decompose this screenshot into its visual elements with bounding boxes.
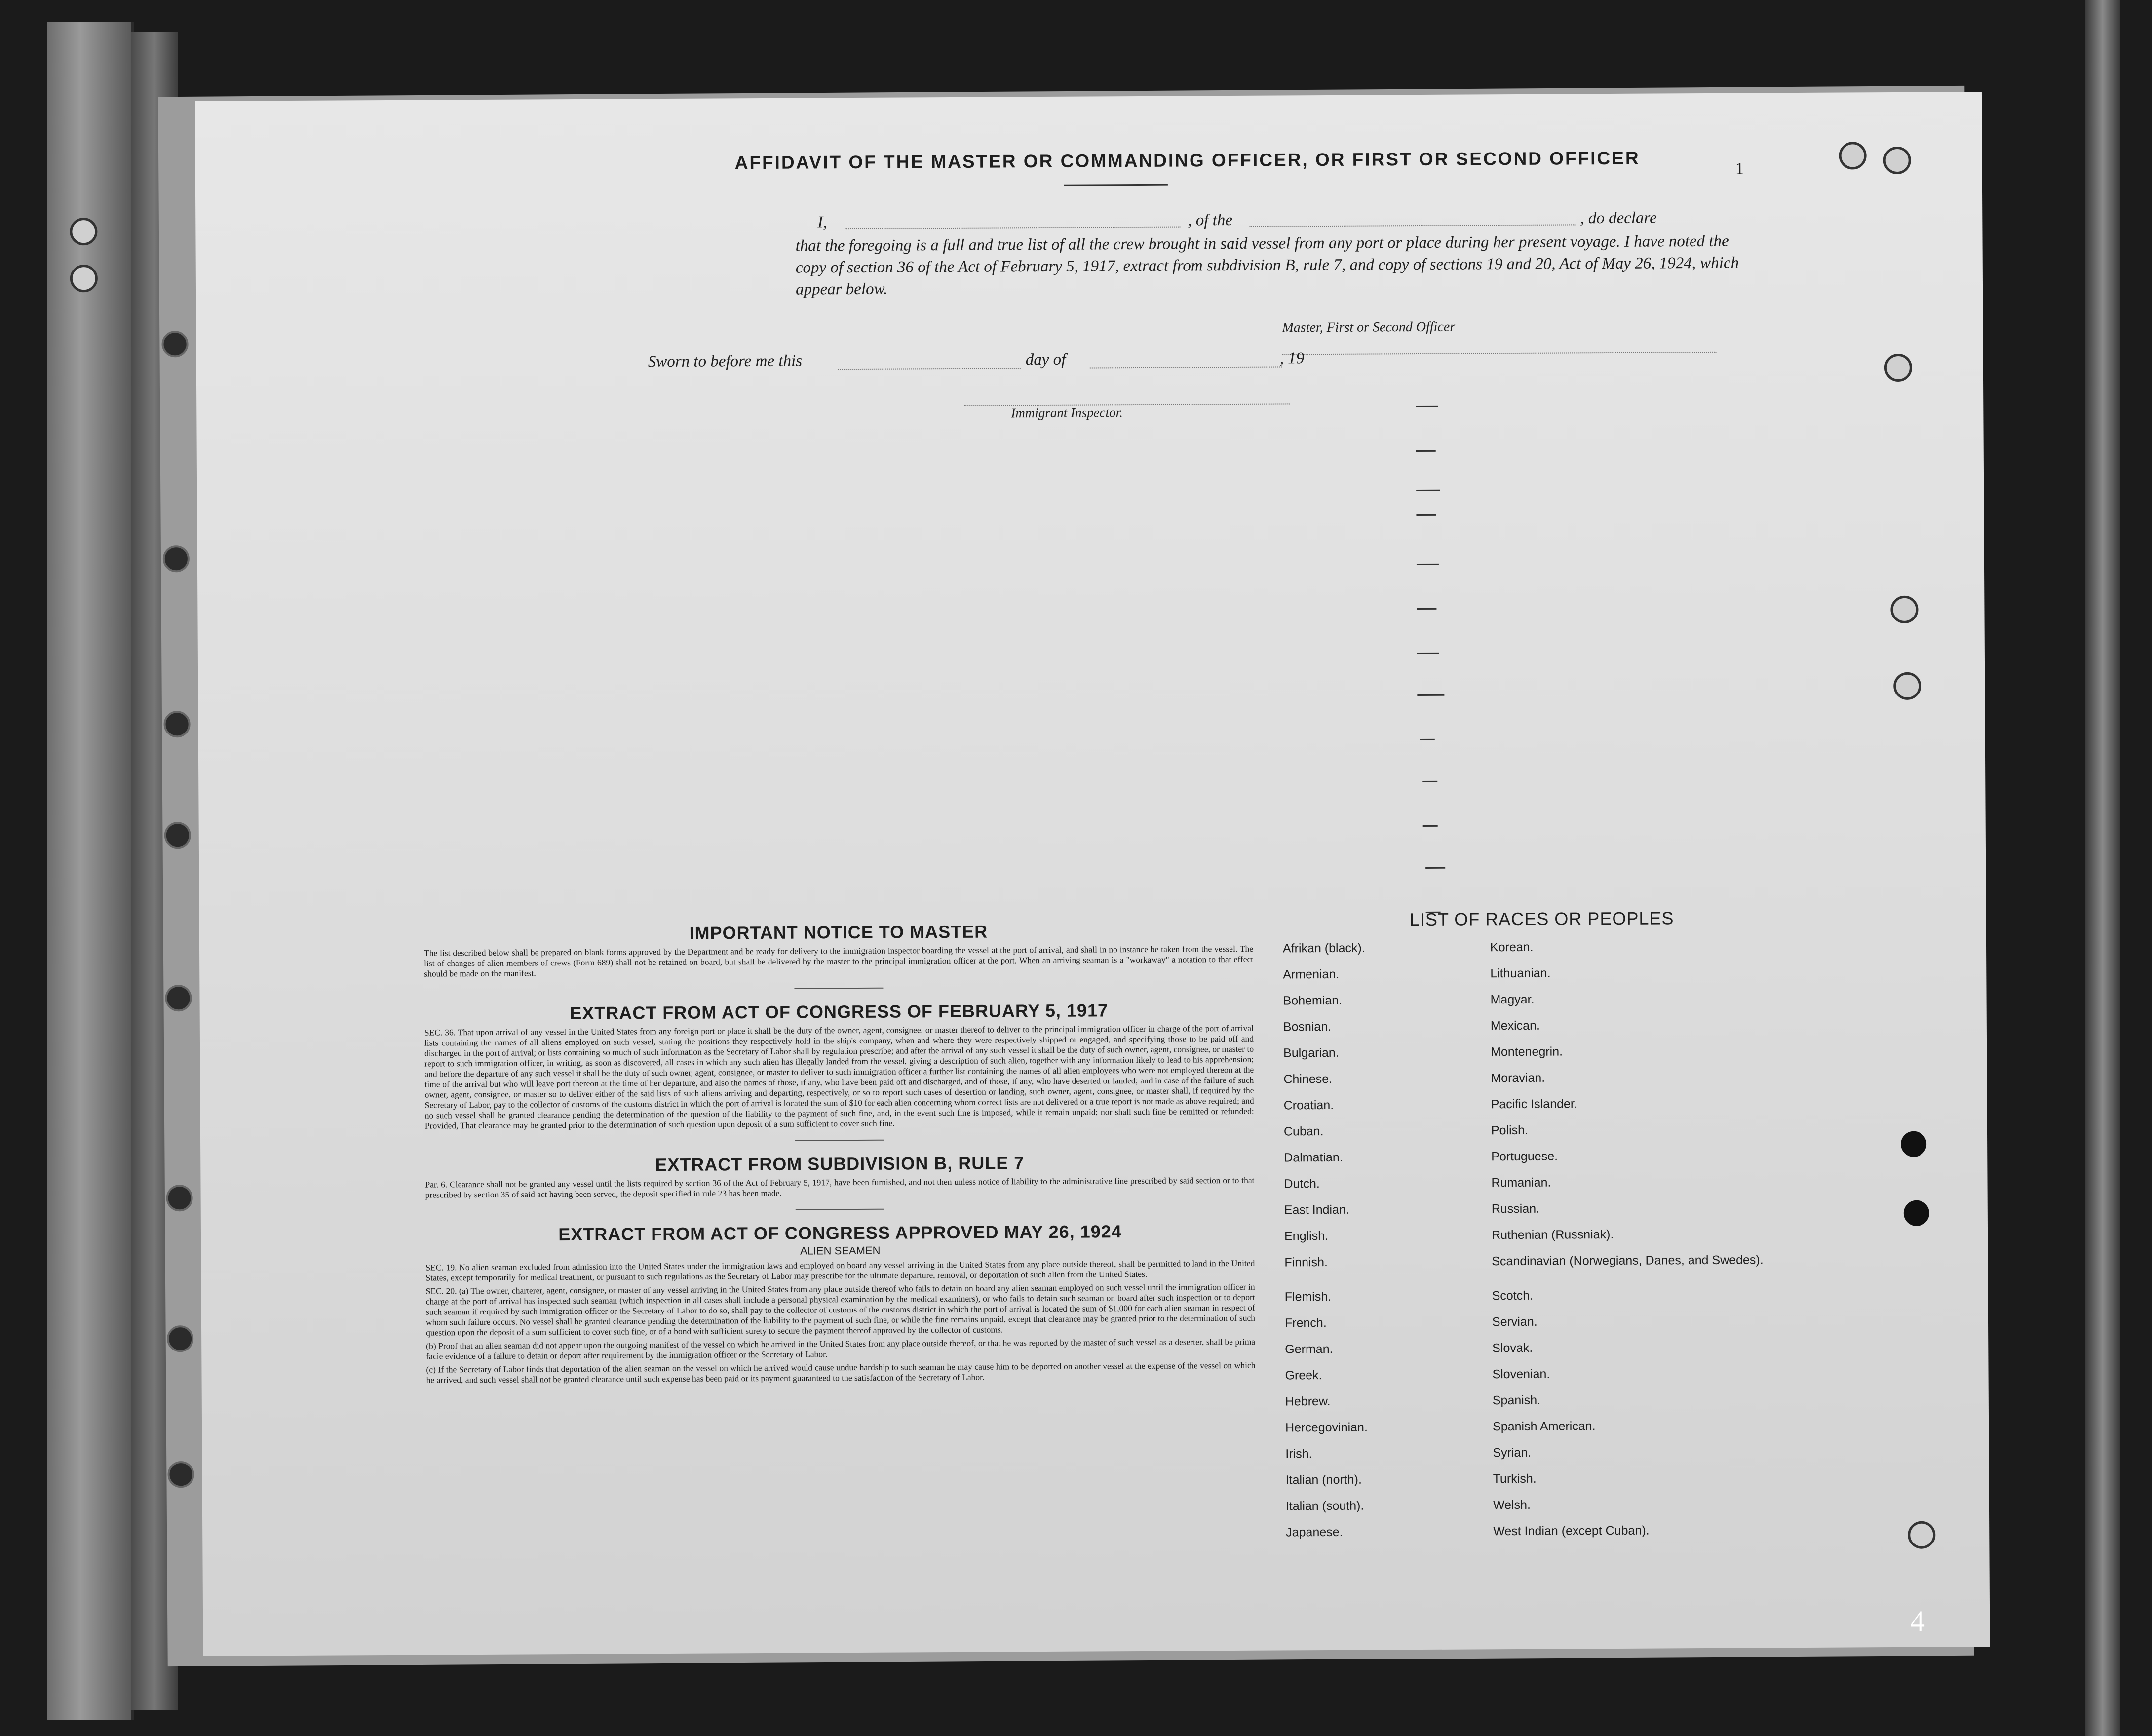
race-item: Flemish.: [1284, 1289, 1332, 1304]
race-item: Korean.: [1490, 940, 1534, 955]
affidavit-title: AFFIDAVIT OF THE MASTER OR COMMANDING OFFICER, OR FIRST OR SECOND OFFICER: [734, 148, 1640, 173]
binder-hole: [1908, 1521, 1935, 1549]
binder-hole: [165, 985, 192, 1011]
act-1924-sec20b: (b) Proof that an alien seaman did not appear upon the outgoing manifest of the vessel on which he arrived in the United States from any place outside thereof, or that he was reported by the master of such vessel as a deserter, shall be prima facie evidence of a failure to detain or deport after requirement by the immigration officer or the Secretary of Labor.: [426, 1336, 1256, 1361]
pronoun-label: I,: [817, 213, 827, 231]
sworn-line: [648, 347, 1823, 375]
race-item: Afrikan (black).: [1282, 941, 1365, 956]
act-1924-sec19: SEC. 19. No alien seaman excluded from admission into the United States under the immigration laws and employed on board any vessel arriving in the United States from any place outside thereof, shall be permitted to land in the United States, except temporarily for medical treatment, or pursuant to such regulations as the Secretary of Labor may prescribe for the ultimate departure, removal, or deportation of such alien from the United States.: [425, 1258, 1255, 1283]
race-item: Portuguese.: [1491, 1149, 1558, 1164]
race-item: Croatian.: [1283, 1098, 1334, 1113]
race-item: Magyar.: [1490, 992, 1535, 1007]
race-item: Chinese.: [1283, 1072, 1333, 1086]
binder-hole: [164, 822, 191, 849]
binder-hole: [1884, 354, 1912, 382]
binder-hole: [1904, 1200, 1929, 1226]
section-divider: [796, 1209, 884, 1210]
section-divider: [795, 1140, 884, 1141]
race-item: Irish.: [1285, 1447, 1312, 1461]
pen-mark: [1417, 653, 1439, 654]
pen-mark: [1423, 825, 1438, 827]
race-item: Slovak.: [1492, 1341, 1533, 1355]
race-item: Russian.: [1491, 1201, 1540, 1216]
notice-title: IMPORTANT NOTICE TO MASTER: [689, 921, 988, 943]
race-item: Scandinavian (Norwegians, Danes, and Swedes).: [1492, 1253, 1764, 1269]
binder-hole: [163, 711, 190, 737]
race-item: Polish.: [1491, 1123, 1529, 1138]
race-item: Pacific Islander.: [1491, 1097, 1577, 1112]
pen-mark: [1416, 450, 1436, 452]
title-underline: [1064, 184, 1168, 186]
do-declare-label: , do declare: [1580, 209, 1657, 228]
race-item: Moravian.: [1491, 1071, 1545, 1085]
race-item: Lithuanian.: [1490, 966, 1551, 981]
pen-mark: [1417, 608, 1436, 610]
race-item: French.: [1284, 1316, 1327, 1330]
binder-hole: [161, 331, 188, 357]
pen-mark: [1425, 867, 1445, 869]
race-item: Servian.: [1492, 1314, 1537, 1329]
race-item: English.: [1284, 1229, 1329, 1243]
pen-mark: [1417, 694, 1444, 696]
section-divider: [794, 988, 883, 989]
race-item: Ruthenian (Russniak).: [1491, 1227, 1614, 1242]
binder-hole: [70, 265, 98, 292]
sworn-label: Sworn to before me this: [648, 352, 803, 371]
affidavit-body: that the foregoing is a full and true list of all the crew brought in said vessel from any port or place during her present voyage. I have noted the copy of section 36 of the Act of February 5, 1917, extract from subdivision B, rule 7, and copy of sections 19 and 20, Act of May 26, 1924, which appear below.: [795, 232, 1739, 299]
of-the-label: , of the: [1188, 211, 1233, 230]
race-item: Italian (north).: [1285, 1472, 1362, 1487]
binder-hole: [166, 1185, 192, 1211]
manifest-page: [195, 92, 1990, 1656]
race-item: Spanish.: [1492, 1393, 1541, 1408]
act-1917-text: SEC. 36. That upon arrival of any vessel in the United States from any foreign port or place it shall be the duty of the owner, agent, consignee, or master thereof to deliver to the principal immigration officer in charge of the port of arrival lists containing the names of all aliens employed on such vessel, stating the positions they respectively hold in the ship's company, when and where they were respectively shipped or engaged, and specifying those to be paid off and discharged in the port of arrival; or lists containing so much of such information as the Secretary of Labor shall by regulation prescribe; and after the arrival of any such vessel it shall be the duty of such owner, agent, consignee, or master to report to such immigration officer, in writing, as soon as discovered, all cases in which any such alien has illegally landed from the vessel, giving a description of such alien, together with any information likely to lead to his apprehension; and before the departure of any such vessel it shall be the duty of such owner, agent, consignee, or master to deliver to such immigration officer a further list containing the names of all alien employees who were not employed thereon at the time of the arrival but who will leave port thereon at the time of her departure, and also the names of those, if any, who have been paid off and discharged, and of those, if any, who have deserted or landed; and in case of the failure of such owner, agent, consignee, or master so to deliver either of the said lists of such aliens arriving and departing, respectively, or so to report such cases of desertion or landing, such owner, agent, consignee, or master shall, if required by the Secretary of Labor, pay to the collector of customs of the customs district in which the port of arrival is located the sum of $10 for each alien concerning whom correct lists are not delivered or a true report is not made as above required; and no such vessel shall be granted clearance pending the determination of the question of the liability to the payment of such fine, and, in the event such fine is imposed, while it remain unpaid; nor shall such fine be remitted or refunded: Provided, That clearance may be granted prior to the determination of such question upon deposit of a sum sufficient to cover such fine.: [424, 1023, 1254, 1131]
race-item: Finnish.: [1284, 1255, 1328, 1270]
race-item: Rumanian.: [1491, 1175, 1551, 1190]
race-item: Greek.: [1285, 1368, 1322, 1383]
binder-hole: [1890, 596, 1918, 623]
pen-mark: [1417, 564, 1439, 565]
race-item: Mexican.: [1490, 1018, 1540, 1033]
page-mark: 1: [1735, 159, 1744, 178]
act-1924-title: EXTRACT FROM ACT OF CONGRESS APPROVED MAY 26, 1924: [558, 1221, 1122, 1245]
binder-hole: [1901, 1131, 1926, 1157]
race-item: Italian (south).: [1285, 1499, 1364, 1513]
race-item: Spanish American.: [1493, 1419, 1596, 1434]
race-item: Dalmatian.: [1284, 1150, 1343, 1165]
race-item: Syrian.: [1493, 1445, 1532, 1460]
binder-hole: [1883, 147, 1911, 174]
binder-hole: [1893, 672, 1921, 700]
races-right-column: [1490, 939, 1809, 1550]
race-item: East Indian.: [1284, 1202, 1349, 1217]
pen-mark: [1420, 739, 1435, 740]
affidavit-statement: [593, 206, 1758, 301]
sworn-month-field[interactable]: [1090, 349, 1282, 368]
pen-mark: [1416, 406, 1438, 407]
rule-7-text: Par. 6. Clearance shall not be granted any vessel until the lists required by section 36 of the Act of February 5, 1917, have been furnished, and not then unless notice of liability to the administrative fine prescribed by said section or to that prescribed by section 35 of said act having been served, the deposit specified in rule 23 has been made.: [425, 1175, 1255, 1200]
pen-mark: [1416, 514, 1436, 516]
race-item: German.: [1285, 1342, 1333, 1356]
binder-edge-right: [2085, 0, 2120, 1736]
race-item: Montenegrin.: [1491, 1044, 1563, 1059]
pen-mark: [1422, 781, 1437, 782]
race-item: Welsh.: [1493, 1498, 1531, 1512]
act-1917-title: EXTRACT FROM ACT OF CONGRESS OF FEBRUARY 5, 1917: [570, 1000, 1109, 1024]
vessel-name-field[interactable]: [1249, 207, 1575, 227]
races-list-section: [1275, 907, 1812, 1552]
race-item: Dutch.: [1284, 1177, 1320, 1191]
race-item: West Indian (except Cuban).: [1493, 1523, 1650, 1539]
binder-hole: [167, 1461, 194, 1488]
race-item: Slovenian.: [1492, 1367, 1550, 1382]
day-of-label: day of: [1025, 350, 1066, 369]
year-label: , 19: [1279, 349, 1305, 368]
act-1924-sec20: SEC. 20. (a) The owner, charterer, agent, consignee, or master of any vessel arriving in the United States from any place outside thereof who fails to detain on board any alien seaman employed on such vessel until the immigration officer in charge at the port of arrival has inspected such seaman (which inspection in all cases shall include a personal physical examination by the medical examiners), or who fails to detain such seaman on board after such inspection or to deport such seaman if required by such immigration officer or the Secretary of Labor to do so, shall pay to the collector of customs of the customs district in which the port of arrival is located the sum of $1,000 for each alien seaman in respect of whom such failure occurs. No vessel shall be granted clearance pending the determination of the liability to the payment of such fine, or while the fine remains unpaid, except that clearance may be granted prior to the determination of such question upon the deposit of a sum sufficient to cover such fine, or of a bond with sufficient surety to secure the payment thereof approved by the collector of customs.: [425, 1281, 1255, 1338]
master-signature-label: Master, First or Second Officer: [1282, 319, 1456, 336]
rule-7-title: EXTRACT FROM SUBDIVISION B, RULE 7: [655, 1153, 1025, 1175]
notice-text: The list described below shall be prepared on blank forms approved by the Department and be ready for delivery to the immigration inspector boarding the vessel at the port of arrival, and shall in no instance be taken from the vessel. The list of changes of alien members of crews (Form 689) shall not be retained on board, but shall be delivered by the master to the principal immigration officer at the port. When an arriving seaman is a "workaway" a notation to that effect should be made on the manifest.: [423, 943, 1254, 979]
act-1924-subtitle: ALIEN SEAMEN: [800, 1244, 881, 1257]
act-1924-sec20c: (c) If the Secretary of Labor finds that deportation of the alien seaman on the vessel on which he arrived would cause undue hardship to such seaman he may cause him to be deported on another vessel at the expense of the vessel on which he arrived, and such vessel shall not be granted clearance until such expense has been paid or its payment guaranteed to the satisfaction of the Secretary of Labor.: [426, 1360, 1256, 1385]
inspector-label: Immigrant Inspector.: [1011, 405, 1123, 421]
race-item: Bosnian.: [1283, 1019, 1332, 1034]
race-item: Armenian.: [1283, 967, 1340, 982]
binder-hole: [70, 218, 97, 245]
inspector-signature-field[interactable]: [964, 386, 1290, 406]
binder-hole: [163, 545, 190, 572]
pen-mark: [1416, 490, 1440, 491]
officer-name-field[interactable]: [845, 210, 1180, 230]
race-item: Hebrew.: [1285, 1394, 1331, 1409]
corner-mark: 4: [1910, 1605, 1925, 1637]
notice-section: [424, 920, 1256, 1386]
race-item: Hercegovinian.: [1285, 1420, 1368, 1435]
race-item: Japanese.: [1286, 1525, 1343, 1540]
race-item: Scotch.: [1492, 1288, 1534, 1303]
race-item: Turkish.: [1493, 1471, 1537, 1486]
race-item: Bohemian.: [1283, 993, 1343, 1008]
races-left-column: [1275, 940, 1493, 1551]
binder-hole: [167, 1325, 193, 1352]
sworn-day-field[interactable]: [838, 351, 1021, 370]
race-item: Cuban.: [1283, 1124, 1324, 1139]
binder-hole: [1839, 142, 1866, 169]
races-title: LIST OF RACES OR PEOPLES: [1409, 908, 1674, 930]
race-item: Bulgarian.: [1283, 1045, 1339, 1060]
